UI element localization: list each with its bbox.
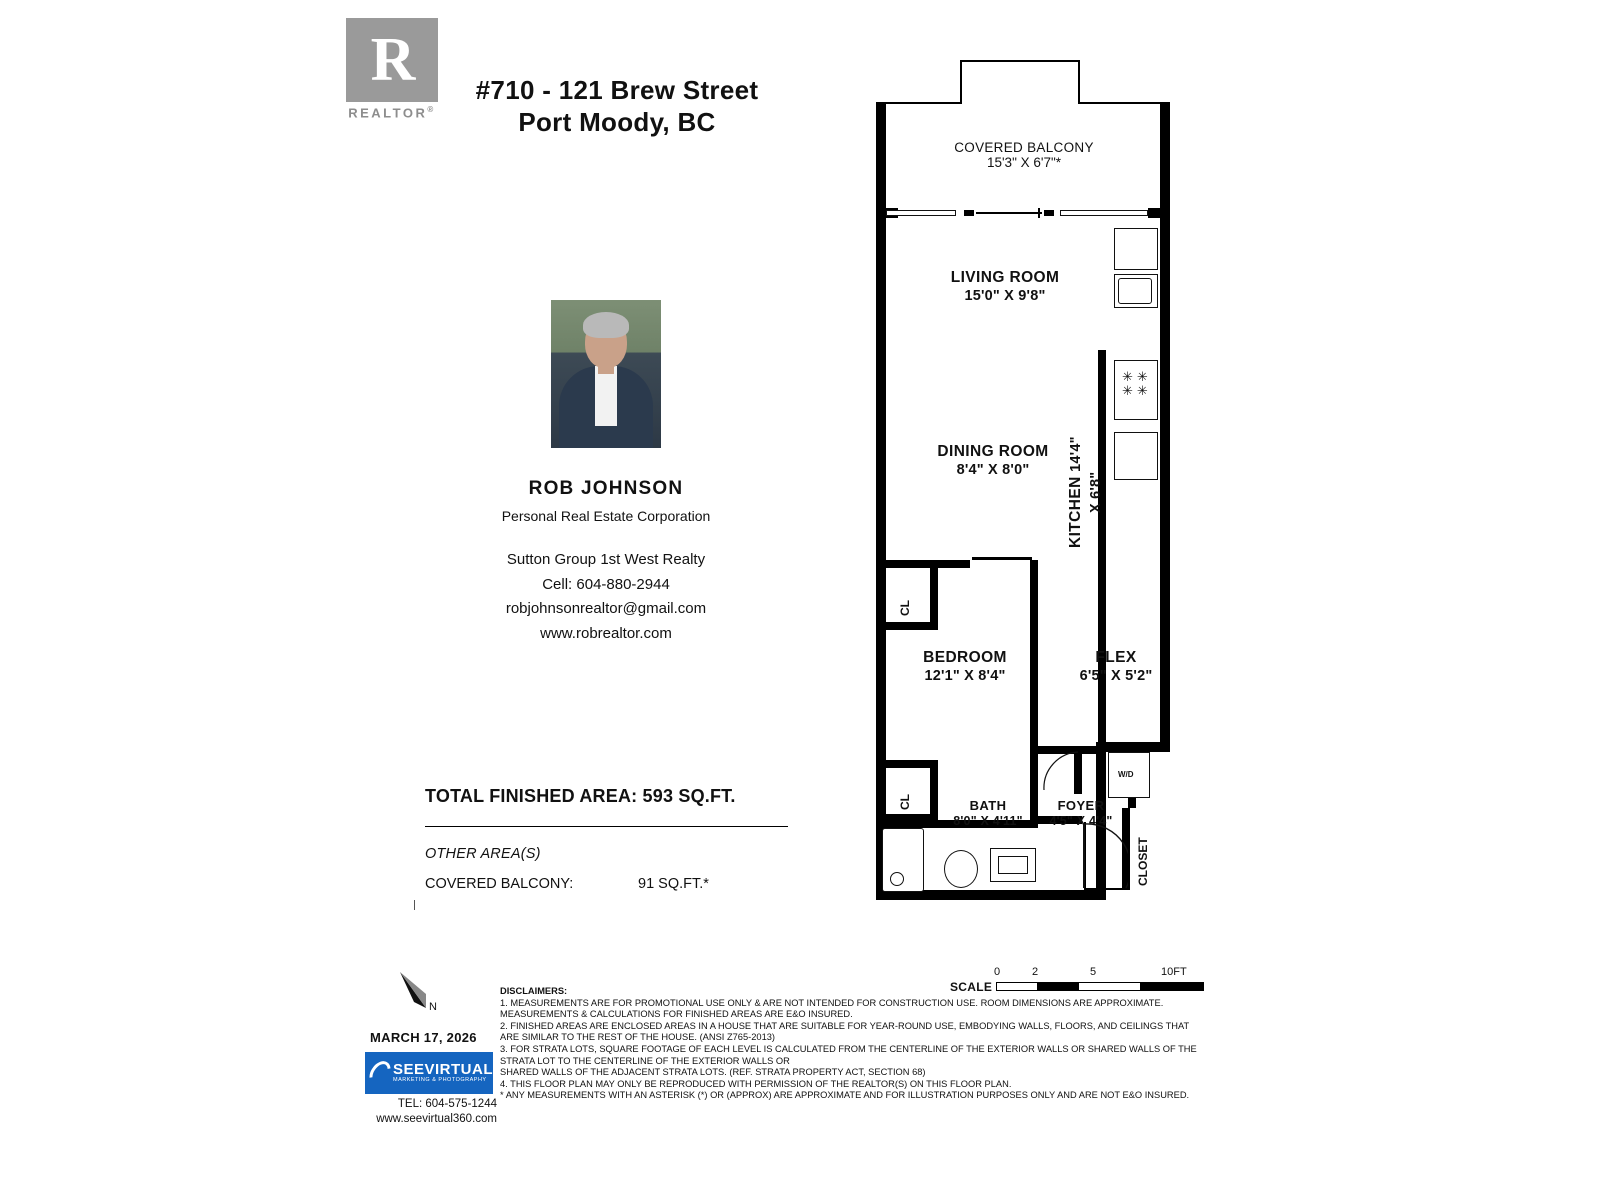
total-finished-area: TOTAL FINISHED AREA: 593 SQ.FT. [425,786,736,806]
bath-sink-fixture [998,856,1028,874]
north-arrow-icon [396,968,454,1020]
agent-brokerage: Sutton Group 1st West Realty [506,551,706,568]
tub-drain-icon [890,872,904,886]
sink-fixture [1118,278,1152,304]
room-label-bath: BATH 8'0" X 4'11" [953,798,1023,829]
address-line-1: #710 - 121 Brew Street [475,75,759,105]
plan-date: MARCH 17, 2026 [370,1030,477,1045]
kitchen-cabinet-fixture [1114,432,1158,480]
disclaimers [500,986,1210,1102]
scale-bar-graphic [996,982,1204,991]
disclaimer-item: 1. MEASUREMENTS ARE FOR PROMOTIONAL USE ONLY & ARE NOT INTENDED FOR CONSTRUCTION USE. ROOM DIMENSIONS ARE APPROXIMATE. MEASUREMENTS & CALCULATIONS FOR FINISHED AREAS ARE E&O INSURED. [500,997,1164,1020]
other-area-row [425,876,788,892]
toilet-fixture [944,850,978,888]
realtor-logo [338,18,446,133]
scale-ticks [994,966,1210,979]
scale-tick: 10FT [1161,966,1187,978]
disclaimers-heading: DISCLAIMERS: [500,986,568,996]
agent-cell: Cell: 604-880-2944 [542,575,670,593]
disclaimer-item: 2. FINISHED AREAS ARE ENCLOSED AREAS IN A HOUSE THAT ARE SUITABLE FOR YEAR-ROUND USE, EMBODYING WALLS, FLOORS, AND CEILINGS THAT ARE SIMILAR TO THE REST OF THE HOUSE. (ANSI Z765-2013) [500,1020,1190,1043]
room-label-flex: FLEX 6'5" X 5'2" [1079,649,1153,685]
floor-plan-drawing [860,60,1210,910]
agent-photo-shirt [595,366,617,426]
property-address [452,74,782,138]
realtor-logo-mark [346,18,438,102]
agent-name: ROB JOHNSON [528,478,684,499]
washer-dryer-label: W/D [1118,770,1134,779]
scale-tick: 2 [1032,966,1039,978]
address-line-2: Port Moody, BC [518,107,716,137]
scale-tick: 5 [1090,966,1097,978]
swoosh-icon [365,1057,395,1089]
agent-title: Personal Real Estate Corporation [501,508,711,524]
realtor-logo-letter: R [370,26,414,94]
room-label-foyer: FOYER 4'5" X 4'4" [1049,798,1113,829]
seevirtual-logo [365,1052,493,1094]
agent-photo [551,300,661,448]
other-area-value: 91 SQ.FT.* [638,876,709,892]
other-areas-label: OTHER AREA(S) [425,846,541,862]
other-area-name: COVERED BALCONY: [425,876,574,892]
fridge-fixture [1114,228,1158,270]
seevirtual-web: www.seevirtual360.com [376,1113,497,1125]
disclaimer-item: 3. FOR STRATA LOTS, SQUARE FOOTAGE OF EACH LEVEL IS CALCULATED FROM THE CENTERLINE OF THE EXTERIOR WALLS OR SHARED WALLS OF THE STRATA LOT TO THE CENTERLINE OF THE EXTERIOR WALLS OR [500,1043,1197,1066]
scale-bar [950,966,1210,1000]
room-label-dining-room: DINING ROOM 8'4" X 8'0" [937,443,1049,479]
scale-label: SCALE [950,980,993,994]
agent-photo-hair [583,312,629,338]
area-tick-mark [414,900,415,910]
agent-contact-block [406,548,806,646]
stove-burners-icon: ✳✳ ✳✳ [1122,369,1152,398]
disclaimer-item: SHARED WALLS OF THE ADJACENT STRATA LOTS. (REF. STRATA PROPERTY ACT, SECTION 68) [500,1067,926,1078]
room-label-covered-balcony: COVERED BALCONY 15'3" X 6'7"* [954,140,1094,170]
realtor-logo-wordmark: REALTOR® [348,105,436,121]
disclaimer-item: * ANY MEASUREMENTS WITH AN ASTERISK (*) OR (APPROX) ARE APPROXIMATE AND FOR ILLUSTRATION PURPOSES ONLY AND ARE NOT E&O INSURED. [500,1090,1190,1101]
closet-label-1: CL [898,600,912,616]
agent-website: www.robrealtor.com [540,624,672,642]
agent-email: robjohnsonrealtor@gmail.com [505,600,707,617]
closet-label-3: CLOSET [1136,837,1150,886]
seevirtual-name: SEEVIRTUAL [392,1061,493,1079]
svg-text:N: N [429,1001,437,1013]
scale-tick: 0 [994,966,1001,978]
seevirtual-tagline: MARKETING & PHOTOGRAPHY [392,1076,487,1083]
seevirtual-tel: TEL: 604-575-1244 [397,1098,497,1110]
area-divider [425,826,788,827]
room-label-bedroom: BEDROOM 12'1" X 8'4" [923,649,1007,685]
disclaimer-item: 4. THIS FLOOR PLAN MAY ONLY BE REPRODUCED WITH PERMISSION OF THE REALTOR(S) ON THIS FLOOR PLAN. [500,1078,1012,1089]
room-label-kitchen: KITCHEN 14'4" X 6'8" [1067,436,1104,548]
room-label-living-room: LIVING ROOM 15'0" X 9'8" [950,269,1060,305]
closet-label-2: CL [898,794,912,810]
